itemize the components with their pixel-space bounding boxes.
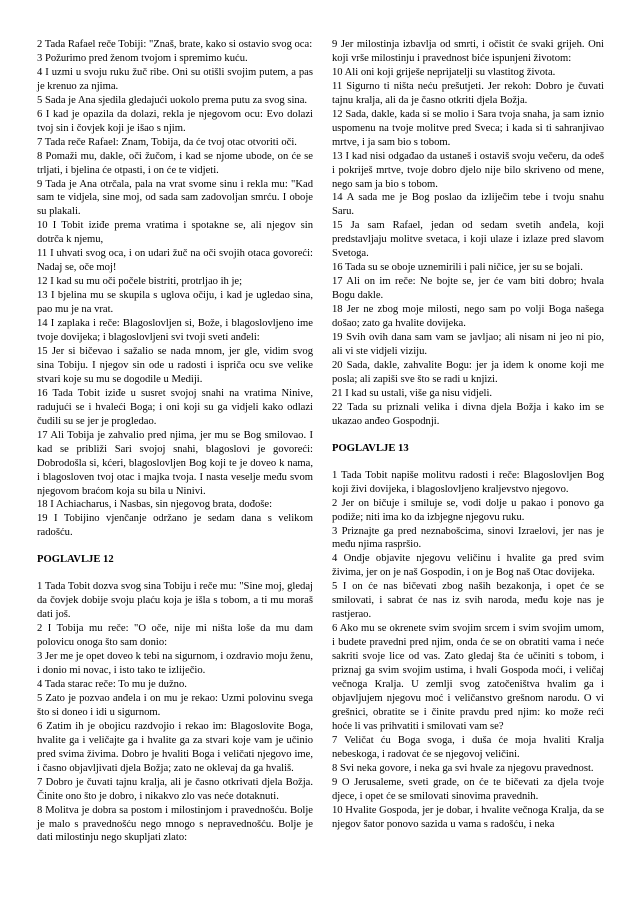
- verse-paragraph: 11 Sigurno ti ništa neću prešutjeti. Jer rekoh: Dobro je čuvati tajnu kralja, ali da je časno otkriti djela Božja.: [332, 80, 604, 106]
- verse-paragraph: 16 Tada su se oboje uznemirili i pali ničice, jer su se bojali.: [332, 262, 583, 274]
- verse-paragraph: 19 Svih ovih dana sam vam se javljao; ali nisam ni jeo ni pio, ali vi ste vidjeli viziju.: [332, 332, 604, 357]
- verse-paragraph: 20 Sada, dakle, zahvalite Bogu: jer ja idem k onome koji me posla; ali zapiši sve što se radi u knjizi.: [332, 359, 604, 385]
- verse-paragraph: 5 Zato je pozvao anđela i on mu je rekao: Uzmi polovinu svega što si doneo i idi u sigurnom.: [37, 692, 313, 718]
- verse-paragraph: 2 Jer on bičuje i smiluje se, vodi dolje u pakao i ponovo ga podiže; niti ima ko da izbjegne njegovu ruku.: [332, 497, 604, 523]
- verse-paragraph: 12 Sada, dakle, kada si se molio i Sara tvoja snaha, ja sam iznio uspomenu na tvoje molitve pred Sveca; i kada si ti sahranjivao mrtve, i ja sam bio s tobom.: [332, 108, 604, 148]
- verse-paragraph: 8 Svi neka govore, i neka ga svi hvale za njegovu pravednost.: [332, 762, 594, 774]
- left-verses-chapter-12: [37, 580, 313, 845]
- verse-paragraph: 17 Ali Tobija je zahvalio pred njima, jer mu se Bog smilovao. I kad se približi Sari svojoj snahi, blagoslovi je govoreći: Dobrodošla si, kćeri, blagoslovljen Bog koji te je doveo k nama, i blagosloven tvoj otac i majka tvoja. I nasta veselje među svom njegovom braćom koja su bila u Ninivi.: [37, 429, 313, 497]
- verse-paragraph: 7 Tada reče Rafael: Znam, Tobija, da će tvoj otac otvoriti oči.: [37, 136, 297, 148]
- left-column: [37, 38, 313, 845]
- verse-paragraph: 3 Jer me je opet doveo k tebi na sigurnom, i ozdravio moju ženu, i donio mi novac, i isto tako te izliječio.: [37, 651, 313, 677]
- chapter-heading-12: POGLAVLJE 12: [37, 554, 114, 566]
- verse-paragraph: 4 Ondje objavite njegovu veličinu i hvalite ga pred svim živima, jer on je naš Gospodin, i on je Bog naš Otac dovijeka.: [332, 553, 604, 579]
- left-verses-chapter-11: [37, 38, 313, 540]
- right-verses-chapter-12: [332, 38, 604, 429]
- verse-paragraph: 15 Ja sam Rafael, jedan od sedam svetih anđela, koji predstavljaju molitve svetaca, i koji ulaze i izlaze pred slavom Svetoga.: [332, 220, 604, 260]
- verse-paragraph: 9 Jer milostinja izbavlja od smrti, i očistit će svaki grijeh. Oni koji vrše milostinju i pravednost biće ispunjeni životom:: [332, 39, 604, 64]
- verse-paragraph: 7 Veličat ću Boga svoga, i duša će moja hvaliti Kralja nebeskoga, i radovat će se njegovoj veličini.: [332, 734, 604, 760]
- verse-paragraph: 2 I Tobija mu reče: "O oče, nije mi ništa loše da mu dam polovicu onoga što sam donio:: [37, 623, 313, 649]
- verse-paragraph: 21 I kad su ustali, više ga nisu vidjeli.: [332, 387, 493, 399]
- verse-paragraph: 11 I uhvati svog oca, i on udari žuč na oči svojih otaca govoreći: Nadaj se, oče moj!: [37, 248, 313, 274]
- verse-paragraph: 5 I on će nas bičevati zbog naših bezakonja, i opet će se smilovati, i sabrat će nas iz svih naroda, među koje nas je rastjerao.: [332, 581, 604, 621]
- verse-paragraph: 1 Tada Tobit dozva svog sina Tobiju i reče mu: "Sine moj, gledaj da čovjek dobije svoju plaću koja je išla s tobom, a ti mu moraš dati još.: [37, 581, 313, 621]
- verse-paragraph: 7 Dobro je čuvati tajnu kralja, ali je časno otkrivati djela Božja. Činite ono što je dobro, i nikakvo zlo vas neće dotaknuti.: [37, 776, 313, 802]
- verse-paragraph: 9 Tada je Ana otrčala, pala na vrat svome sinu i rekla mu: "Kad sam te vidjela, sine moj, od sada sam zadovoljan smrću. I oboje su plakali.: [37, 178, 313, 218]
- verse-paragraph: 2 Tada Rafael reče Tobiji: "Znaš, brate, kako si ostavio svog oca:: [37, 39, 313, 50]
- verse-paragraph: 6 Zatim ih je obojicu razdvojio i rekao im: Blagoslovite Boga, hvalite ga i veličajte ga i hvalite ga za stvari koje vam je učinio pred svima živima. Dobro je hvaliti Boga i veličati njegovo ime, i časno objavljivati djela Božja; zato ne oklevaj da ga hvališ.: [37, 720, 313, 774]
- verse-paragraph: 10 Hvalite Gospoda, jer je dobar, i hvalite večnoga Kralja, da se njegov šator ponovo sazida u vama s radošću, i neka: [332, 804, 604, 830]
- verse-paragraph: 9 O Jerusaleme, sveti grade, on će te bičevati za djela tvoje djece, i opet će se smilovati sinovima pravednih.: [332, 776, 604, 802]
- verse-paragraph: 19 I Tobijino vjenčanje održano je sedam dana s velikom radošću.: [37, 513, 313, 539]
- verse-paragraph: 16 Tada Tobit iziđe u susret svojoj snahi na vratima Ninive, radujući se i hvaleći Boga; i oni koji su ga vidjeli kako odlazi čudili su se jer je progledao.: [37, 387, 313, 427]
- verse-paragraph: 5 Sada je Ana sjedila gledajući uokolo prema putu za svog sina.: [37, 94, 308, 106]
- verse-paragraph: 8 Pomaži mu, dakle, oči žučom, i kad se njome ubode, on će se trljati, i bjelina će otpasti, i on će te vidjeti.: [37, 150, 313, 176]
- verse-paragraph: 15 Jer si bičevao i sažalio se nada mnom, jer gle, vidim svog sina Tobiju. I njegov sin ode u radosti i ispriča ocu sve velike stvari koje su mu se dogodile u Mediji.: [37, 345, 313, 385]
- verse-paragraph: 1 Tada Tobit napiše molitvu radosti i reče: Blagoslovljen Bog koji živi dovijeka, i blagoslovljeno kraljevstvo njegovo.: [332, 469, 604, 495]
- verse-paragraph: 22 Tada su priznali velika i divna djela Božja i kako im se ukazao anđeo Gospodnji.: [332, 401, 604, 427]
- verse-paragraph: 4 Tada starac reče: To mu je dužno.: [37, 678, 187, 690]
- verse-paragraph: 3 Priznajte ga pred neznabošcima, sinovi Izraelovi, jer nas je među njima raspršio.: [332, 525, 604, 551]
- verse-paragraph: 13 I kad nisi odgađao da ustaneš i ostaviš svoju večeru, da odeš i pokriješ mrtve, tvoje dobro djelo nije bilo skriveno od mene, nego sam ja bio s tobom.: [332, 150, 604, 190]
- right-verses-chapter-13: [332, 469, 604, 832]
- verse-paragraph: 10 I Tobit iziđe prema vratima i spotakne se, ali njegov sin dotrča k njemu,: [37, 220, 313, 246]
- right-column: [332, 38, 604, 831]
- verse-paragraph: 12 I kad su mu oči počele bistriti, protrljao ih je;: [37, 276, 243, 288]
- verse-paragraph: 8 Molitva je dobra sa postom i milostinjom i pravednošću. Bolje je malo s pravednošću nego mnogo s nepravednošću. Bolje je dati milostinju nego skupljati zlato:: [37, 804, 313, 844]
- verse-paragraph: 18 Jer ne zbog moje milosti, nego sam po volji Boga našega došao; zato ga hvalite dovijeka.: [332, 304, 604, 330]
- chapter-heading-13: POGLAVLJE 13: [332, 442, 409, 454]
- verse-paragraph: 14 I zaplaka i reče: Blagoslovljen si, Bože, i blagoslovljeno ime tvoje dovijeka; i blagoslovljeni svi tvoji sveti anđeli:: [37, 318, 313, 344]
- verse-paragraph: 3 Požurimo pred ženom tvojom i spremimo kuću.: [37, 52, 248, 64]
- verse-paragraph: 14 A sada me je Bog poslao da izliječim tebe i tvoju snahu Saru.: [332, 192, 604, 218]
- verse-paragraph: 10 Ali oni koji griješe neprijatelji su vlastitog života.: [332, 66, 556, 78]
- verse-paragraph: 18 I Achiacharus, i Nasbas, sin njegovog brata, dođoše:: [37, 499, 273, 511]
- verse-paragraph: 13 I bjelina mu se skupila s uglova očiju, i kad je ugledao sina, pao mu je na vrat.: [37, 290, 313, 316]
- verse-paragraph: 17 Ali on im reče: Ne bojte se, jer će vam biti dobro; hvala Bogu dakle.: [332, 276, 604, 302]
- verse-paragraph: 4 I uzmi u svoju ruku žuč ribe. Oni su otišli svojim putem, a pas je krenuo za njima.: [37, 66, 313, 92]
- verse-paragraph: 6 Ako mu se okrenete svim svojim srcem i svim svojim umom, i budete pravedni pred njim, onda će se on obratiti vama i neće sakriti svoje lice od vas. Zato gledaj šta će učiniti s tobom, i priznaj ga svim svojim ustima, i hvali Gospoda moći, i veličaj večnoga Kralja. U zemlji svog zatočeništva hvalim ga i objavljujem njegovu moć i veličanstvo grešnom narodu. O vi grešnici, obratite se i činite pravdu pred njim: ko može reći hoće li vas prihvatiti i smilovati vam se?: [332, 623, 604, 732]
- verse-paragraph: 6 I kad je opazila da dolazi, rekla je njegovom ocu: Evo dolazi tvoj sin i čovjek koji je išao s njim.: [37, 108, 313, 134]
